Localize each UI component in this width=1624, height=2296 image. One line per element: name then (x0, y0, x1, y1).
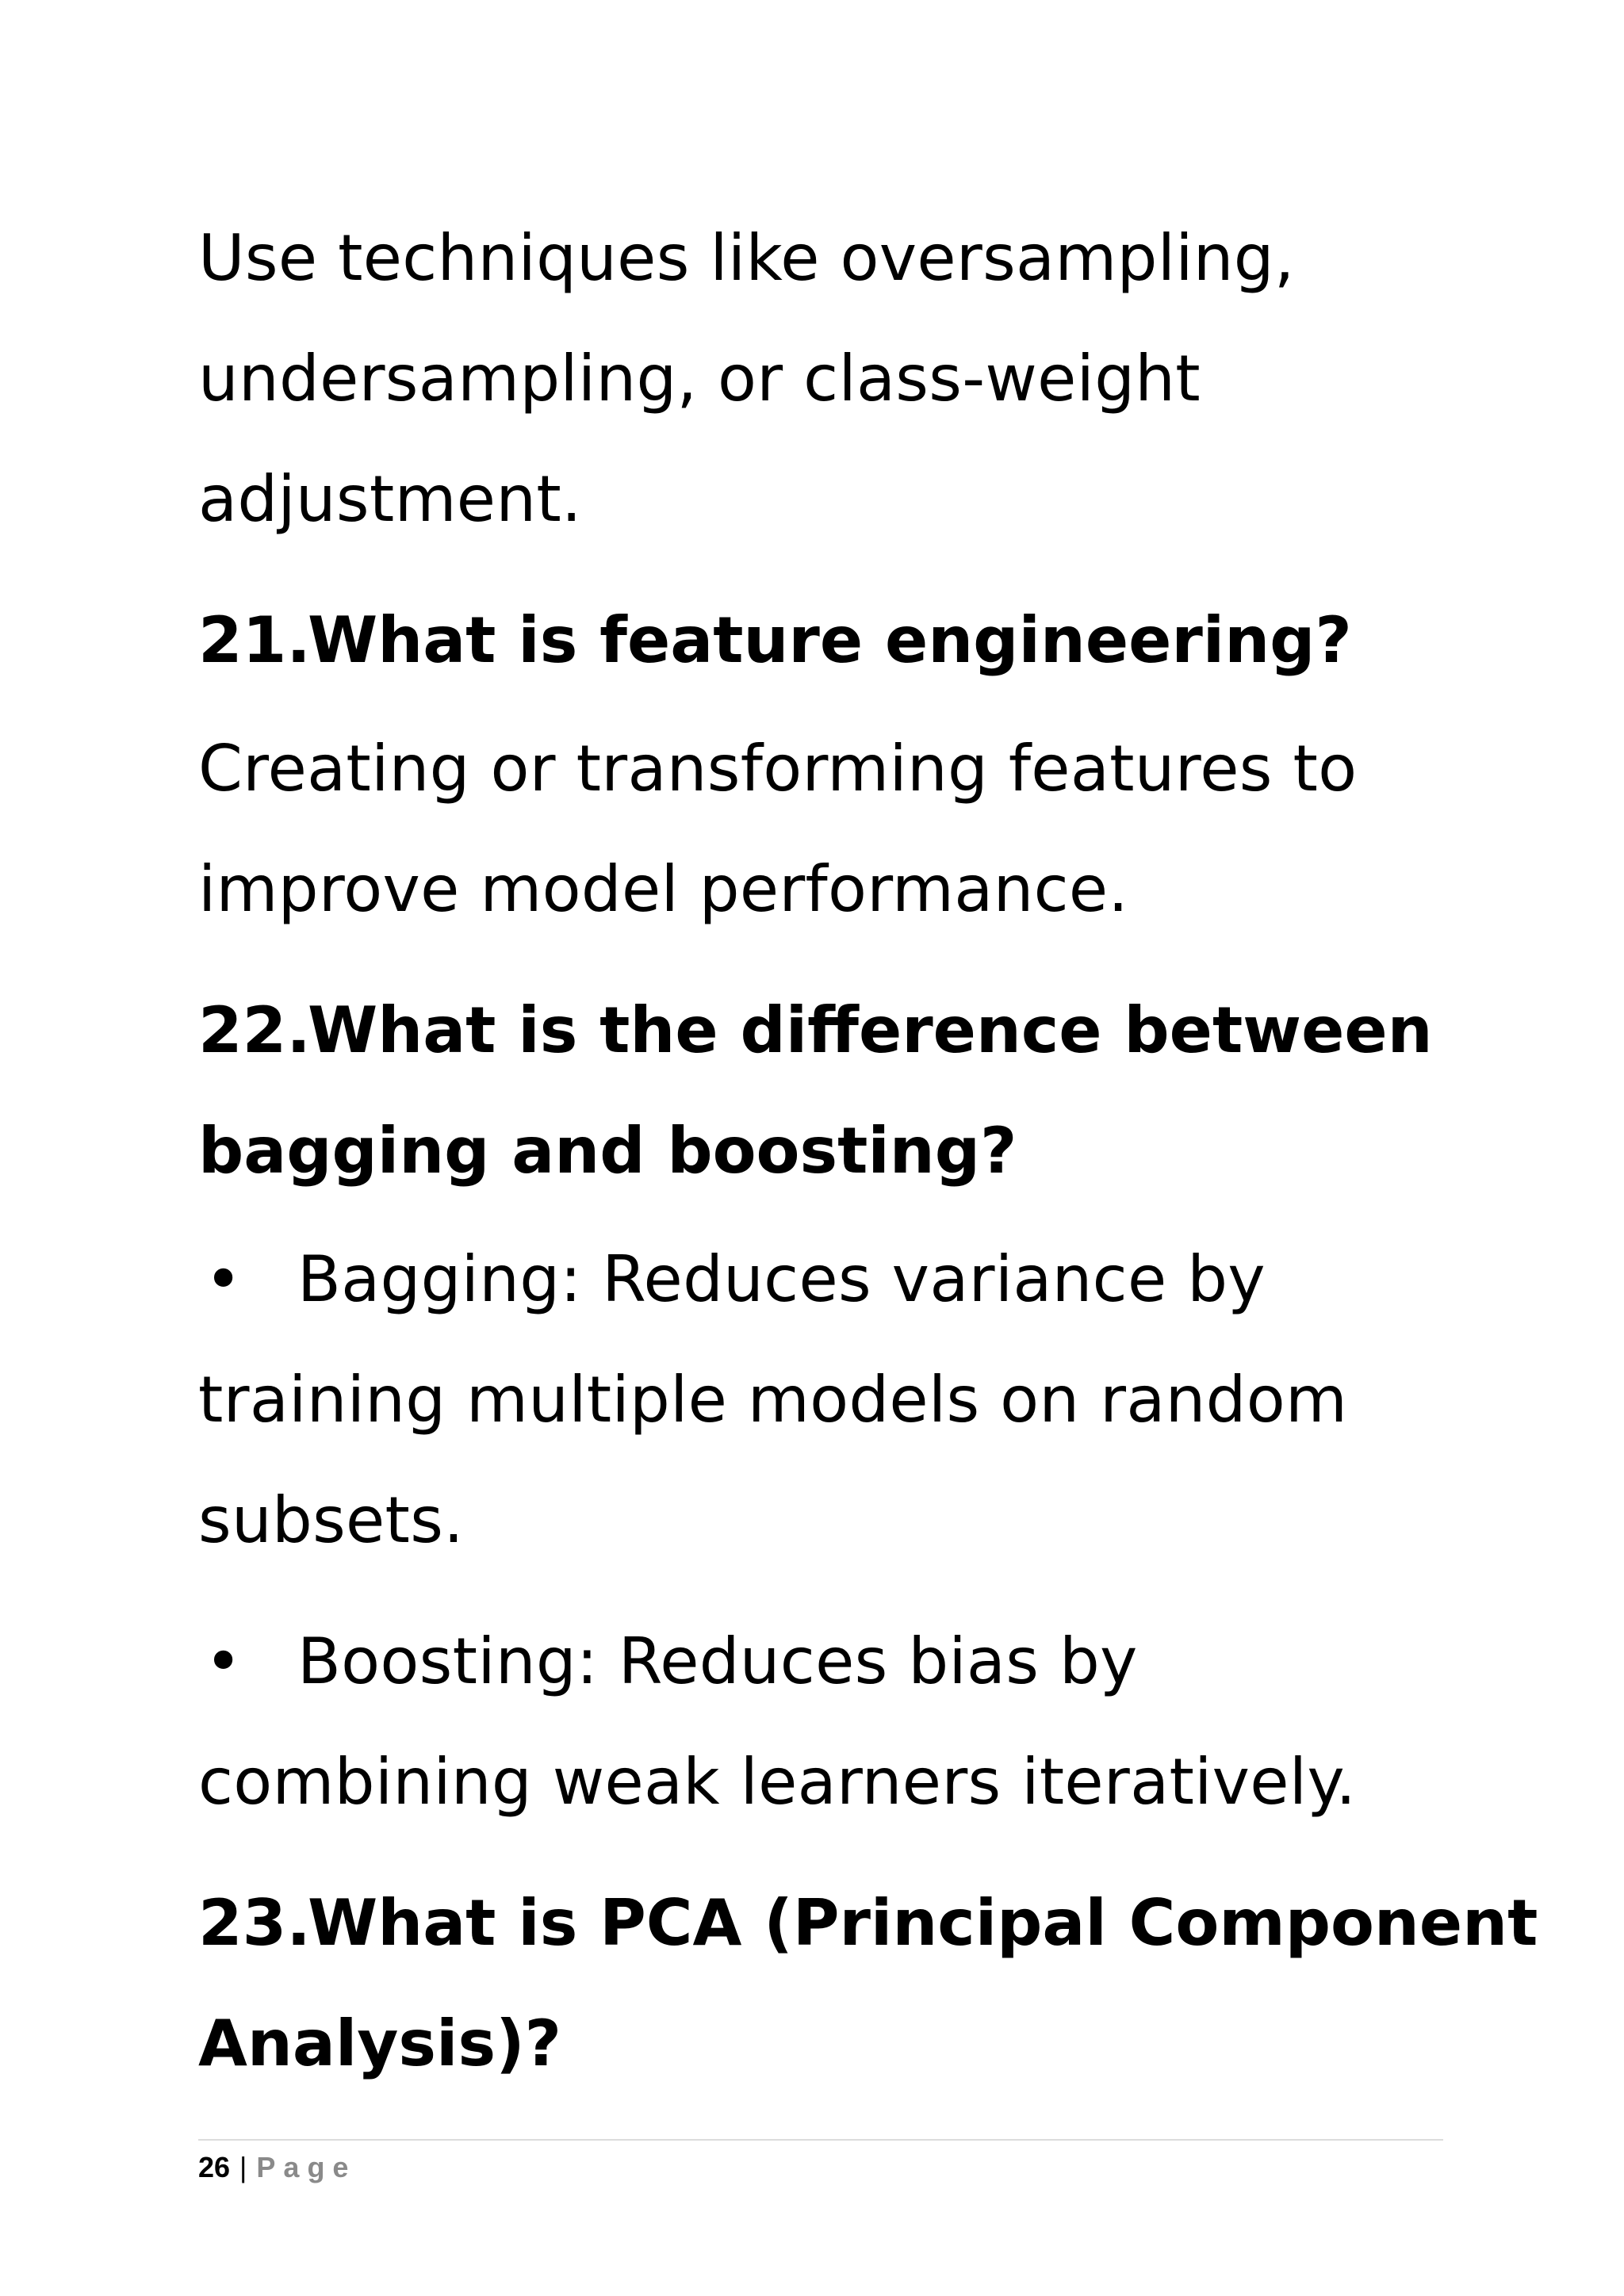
question-23-title-line-1: What is PCA (Principal Component (308, 1886, 1538, 1960)
page-content (198, 198, 1538, 2104)
question-21-heading (198, 580, 1451, 701)
bullet-bagging-line-1: Bagging: Reduces variance by (297, 1242, 1266, 1316)
bullet-boosting-line-1: Boosting: Reduces bias by (297, 1624, 1138, 1698)
bullet-boosting (198, 1601, 1451, 1722)
footer-separator: | (239, 2151, 247, 2183)
question-21-number: 21. (198, 603, 311, 677)
bullet-boosting-line-2: combining weak learners iteratively. (198, 1745, 1357, 1819)
answer-21-line-2: improve model performance. (198, 852, 1129, 926)
intro-line-1: Use techniques like oversampling, (198, 221, 1295, 295)
bullet-bagging-line-2: training multiple models on random (198, 1363, 1348, 1437)
question-23-number: 23. (198, 1886, 311, 1960)
question-23-title-line-2: Analysis)? (198, 2007, 562, 2080)
question-22-title-line-2: bagging and boosting? (198, 1114, 1017, 1188)
page-label: Page (256, 2151, 357, 2183)
intro-line-3: adjustment. (198, 462, 582, 536)
intro-line-2: undersampling, or class-weight (198, 342, 1201, 415)
answer-21-line-1: Creating or transforming features to (198, 732, 1358, 806)
question-21-title: What is feature engineering? (308, 603, 1352, 677)
page-footer (198, 2139, 1443, 2185)
question-22-title-line-1: What is the difference between (308, 993, 1433, 1067)
page-number: 26 (198, 2151, 231, 2183)
question-22-number: 22. (198, 993, 311, 1067)
bullet-icon: • (205, 1624, 243, 1698)
bullet-bagging-line-3: subsets. (198, 1483, 464, 1557)
bullet-bagging (198, 1219, 1451, 1340)
question-22-heading (198, 970, 1451, 1091)
bullet-icon: • (205, 1242, 243, 1316)
question-23-heading (198, 1863, 1538, 1984)
